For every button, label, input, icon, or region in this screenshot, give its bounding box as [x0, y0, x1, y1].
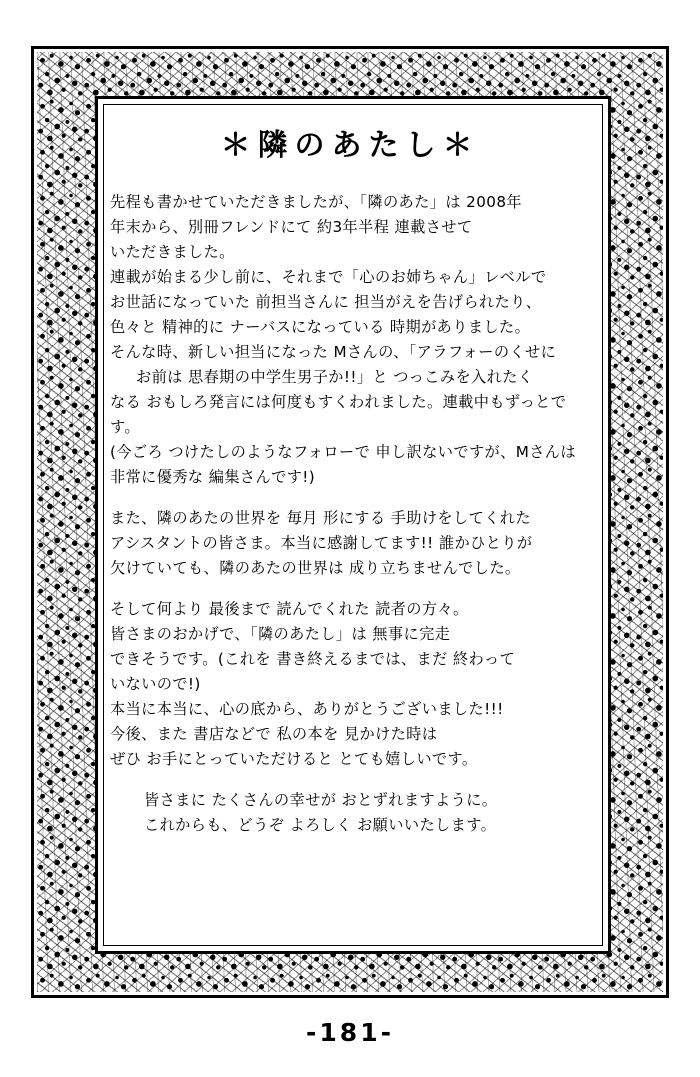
text-line: いないので!)	[110, 675, 201, 693]
text-line: 皆さまのおかげで、「隣のあたし」は 無事に完走	[110, 625, 451, 643]
text-line: 皆さまに たくさんの幸せが おとずれますように。	[144, 791, 498, 809]
paragraph-2	[110, 506, 590, 581]
text-line: 年末から、別冊フレンドにて 約3年半程 連載させて	[110, 218, 473, 236]
text-line: そんな時、新しい担当になった Mさんの、「アラフォーのくせに	[110, 343, 557, 361]
paragraph-3	[110, 597, 590, 772]
text-line: 今後、また 書店などで 私の本を 見かけた時は	[110, 725, 438, 743]
text-line: また、隣のあたの世界を 毎月 形にする 手助けをしてくれた	[110, 509, 531, 527]
text-line: アシスタントの皆さま。本当に感謝してます!! 誰かひとりが	[110, 534, 533, 552]
closing-paragraph	[110, 788, 590, 838]
text-line: なる おもしろ発言には何度もすくわれました。連載中もずっとです。	[110, 393, 567, 436]
page-title: ＊隣のあたし＊	[220, 128, 480, 163]
paragraph-1	[110, 190, 590, 490]
text-line: 先程も書かせていただきましたが、「隣のあた」は 2008年	[110, 193, 522, 211]
text-line: 連載が始まる少し前に、それまで「心のお姉ちゃん」レベルで	[110, 268, 547, 286]
text-line: そして何より 最後まで 読んでくれた 読者の方々。	[110, 600, 469, 618]
afterword-text-block	[110, 120, 590, 910]
text-line: ぜひ お手にとっていただけると とても嬉しいです。	[110, 750, 478, 768]
text-line: 非常に優秀な 編集さんです!)	[110, 468, 316, 486]
text-line: (今ごろ つけたしのようなフォローで 申し訳ないですが、Mさんは	[110, 443, 576, 461]
text-line: 欠けていても、隣のあたの世界は 成り立ちませんでした。	[110, 559, 521, 577]
text-line: できそうです。(これを 書き終えるまでは、まだ 終わって	[110, 650, 516, 668]
page-number: -181-	[306, 1018, 394, 1047]
text-line: いただきました。	[110, 243, 235, 261]
text-line: 本当に本当に、心の底から、ありがとうございました!!!	[110, 700, 504, 718]
text-line: お世話になっていた 前担当さんに 担当がえを告げられたり、	[110, 293, 542, 311]
text-line: 色々と 精神的に ナーバスになっている 時期がありました。	[110, 318, 531, 336]
text-line: これからも、どうぞ よろしく お願いいたします。	[144, 816, 497, 834]
text-line: お前は 思春期の中学生男子か!!」と つっこみを入れたく	[136, 368, 534, 386]
